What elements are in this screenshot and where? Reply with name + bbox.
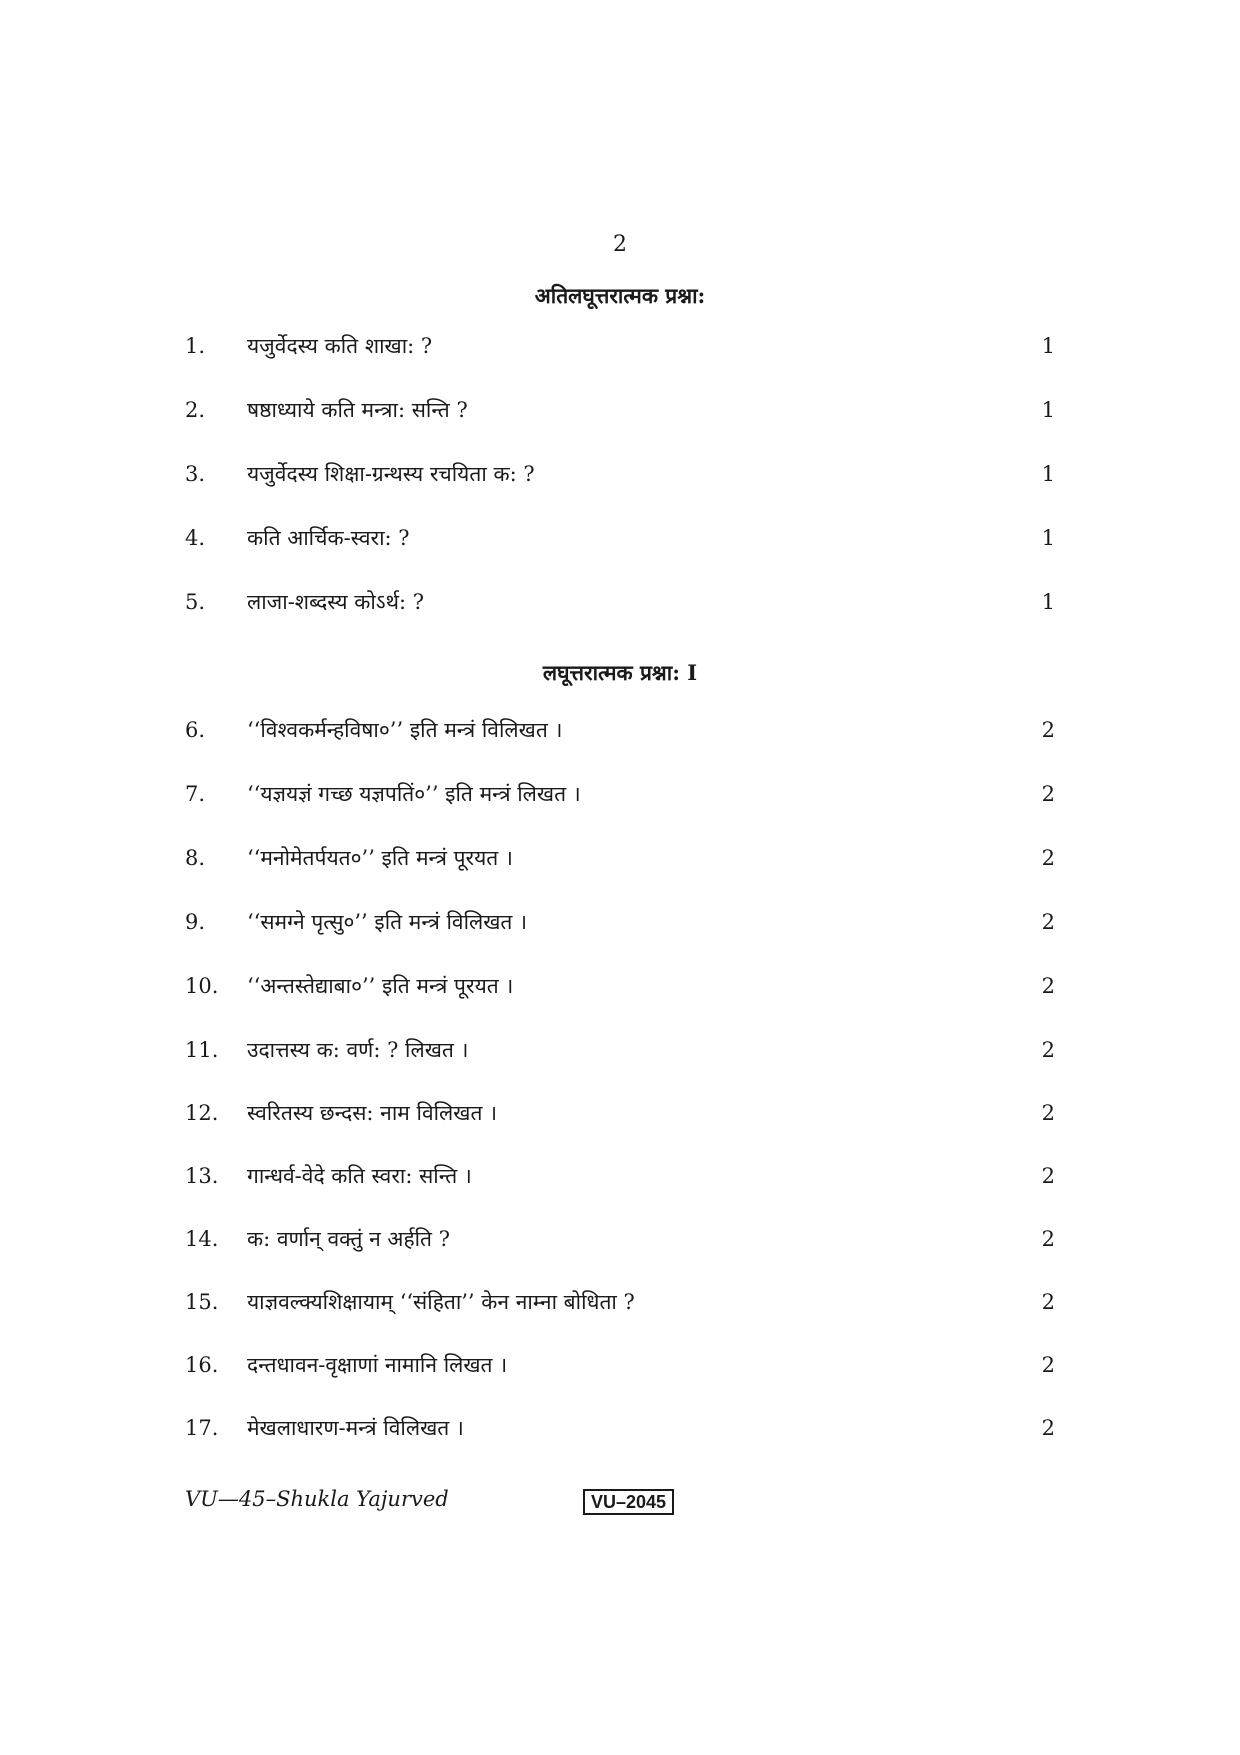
question-item [185,1033,1055,1067]
question-number: 11. [185,1038,219,1062]
question-marks: 2 [1041,1227,1055,1251]
question-marks: 1 [1041,526,1055,550]
question-number: 1. [185,334,206,358]
question-text: उदात्तस्य क: वर्ण: ? लिखत । [247,1038,469,1062]
question-item [185,585,1055,619]
question-marks: 2 [1041,1416,1055,1440]
question-text: ‘‘यज्ञयज्ञं गच्छ यज्ञपतिं०’’ इति मन्त्रं लिखत । [247,782,581,806]
question-number: 12. [185,1101,219,1125]
question-item [185,1285,1055,1319]
section-heading-very-short: अतिलघूत्तरात्मक प्रश्ना: [534,283,706,308]
question-text: षष्ठाध्याये कति मन्त्रा: सन्ति ? [247,398,468,422]
question-number: 4. [185,526,206,550]
question-marks: 2 [1041,1353,1055,1377]
question-marks: 1 [1041,334,1055,358]
question-number: 7. [185,782,206,806]
question-text: क: वर्णान् वक्तुं न अर्हति ? [247,1227,450,1251]
question-text: मेखलाधारण-मन्त्रं विलिखत । [247,1416,464,1440]
question-item [185,1159,1055,1193]
question-text: ‘‘विश्वकर्मन्हविषा०’’ इति मन्त्रं विलिखत । [247,718,563,742]
question-number: 2. [185,398,206,422]
question-text: स्वरितस्य छन्दस: नाम विलिखत । [247,1101,498,1125]
question-number: 9. [185,910,206,934]
page-footer [185,1487,1055,1521]
question-number: 6. [185,718,206,742]
section-heading-short: लघूत्तरात्मक प्रश्ना: I [542,660,698,685]
question-number: 17. [185,1416,219,1440]
question-item [185,841,1055,875]
question-text: गान्धर्व-वेदे कति स्वरा: सन्ति । [247,1164,472,1188]
question-item [185,1411,1055,1445]
question-number: 8. [185,846,206,870]
question-text: दन्तधावन-वृक्षाणां नामानि लिखत । [247,1353,508,1377]
question-number: 13. [185,1164,219,1188]
question-text: याज्ञवल्क्यशिक्षायाम् ‘‘संहिता’’ केन नाम्ना बोधिता ? [247,1290,635,1314]
question-marks: 2 [1041,1101,1055,1125]
question-text: ‘‘समग्ने पृत्सु०’’ इति मन्त्रं विलिखत । [247,910,528,934]
question-item [185,905,1055,939]
paper-code-box: VU–2045 [583,1489,674,1515]
paper-code: VU—45–Shukla Yajurved [185,1487,449,1511]
question-text: ‘‘अन्तस्तेद्याबा०’’ इति मन्त्रं पूरयत । [247,974,514,998]
question-text: लाजा-शब्दस्य कोऽर्थ: ? [247,590,425,614]
question-item [185,329,1055,363]
question-item [185,969,1055,1003]
question-marks: 1 [1041,398,1055,422]
question-number: 10. [185,974,219,998]
question-item [185,393,1055,427]
question-text: कति आर्चिक-स्वरा: ? [247,526,410,550]
question-marks: 2 [1041,782,1055,806]
question-marks: 2 [1041,718,1055,742]
question-marks: 2 [1041,846,1055,870]
question-marks: 1 [1041,590,1055,614]
question-text: यजुर्वेदस्य कति शाखा: ? [247,334,433,358]
question-item [185,1348,1055,1382]
question-marks: 2 [1041,910,1055,934]
question-item [185,777,1055,811]
question-item [185,457,1055,491]
question-text: ‘‘मनोमेतर्पयत०’’ इति मन्त्रं पूरयत । [247,846,513,870]
question-item [185,1096,1055,1130]
question-marks: 2 [1041,1038,1055,1062]
question-number: 16. [185,1353,219,1377]
question-number: 5. [185,590,206,614]
question-item [185,713,1055,747]
question-item [185,1222,1055,1256]
question-item [185,521,1055,555]
question-number: 3. [185,462,206,486]
question-marks: 2 [1041,974,1055,998]
question-number: 14. [185,1227,219,1251]
question-marks: 2 [1041,1290,1055,1314]
question-marks: 2 [1041,1164,1055,1188]
page-number: 2 [613,232,627,257]
question-number: 15. [185,1290,219,1314]
question-marks: 1 [1041,462,1055,486]
question-text: यजुर्वेदस्य शिक्षा-ग्रन्थस्य रचयिता क: ? [247,462,535,486]
